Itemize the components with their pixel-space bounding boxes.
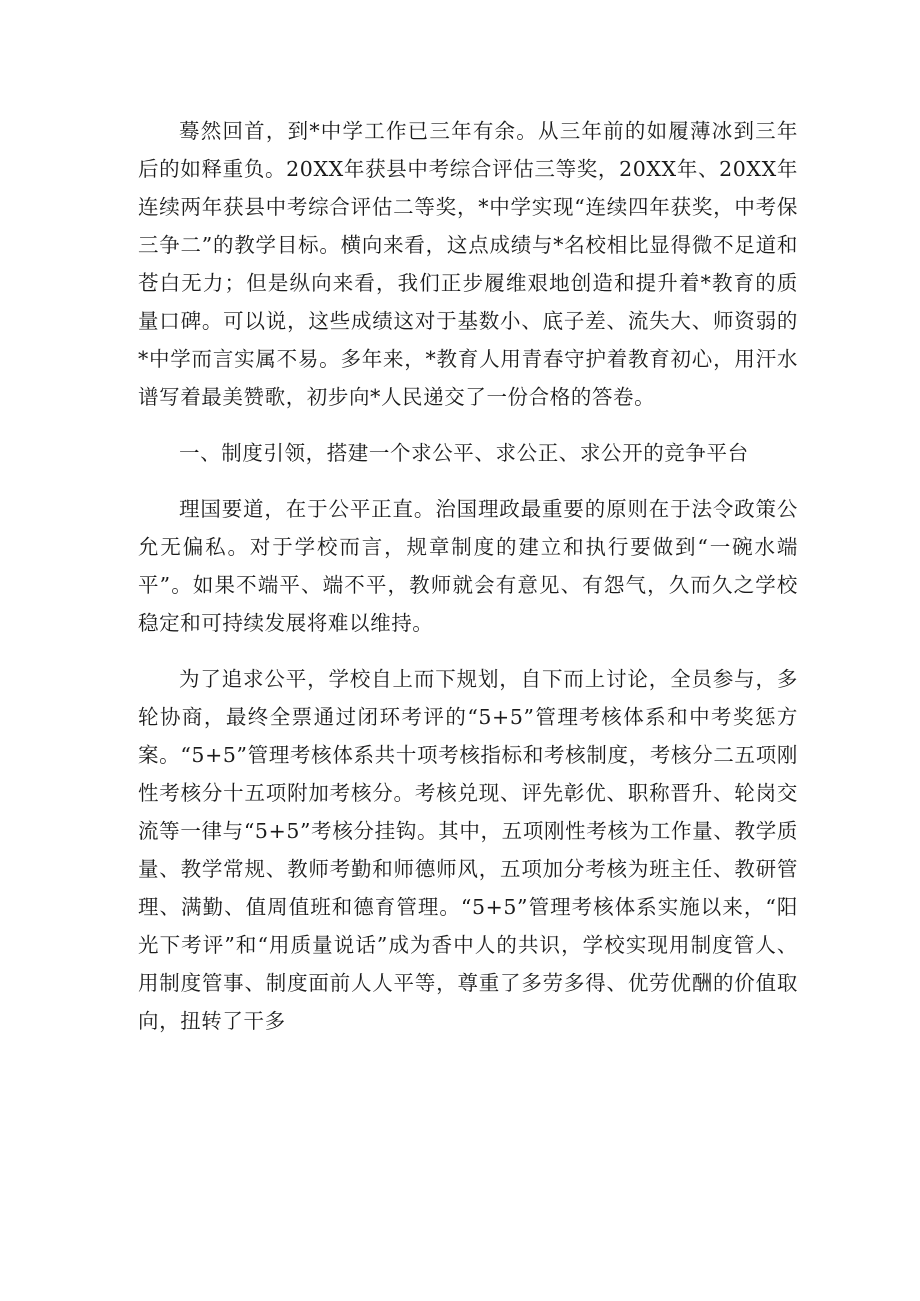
paragraph-assessment-system: 为了追求公平，学校自上而下规划，自下而上讨论，全员参与，多轮协商，最终全票通过闭环考评的“5+5”管理考核体系和中考奖惩方案。“5+5”管理考核体系共十项考核指标和考核制度，考核分二五项刚性考核分十五项附加考核分。考核兑现、评先彰优、职称晋升、轮岗交流等一律与“5+5”考核分挂钩。其中，五项刚性考核为工作量、教学质量、教学常规、教师考勤和师德师风，五项加分考核为班主任、教研管理、满勤、值周值班和德育管理。“5+5”管理考核体系实施以来，“阳光下考评”和“用质量说话”成为香中人的共识，学校实现用制度管人、用制度管事、制度面前人人平等，尊重了多劳多得、优劳优酬的价值取向，扭转了干多 xyxy=(138,667,798,1033)
document-body xyxy=(138,112,798,1040)
paragraph-fairness: 理国要道，在于公平正直。治国理政最重要的原则在于法令政策公允无偏私。对于学校而言，规章制度的建立和执行要做到“一碗水端平”。如果不端平、端不平，教师就会有意见、有怨气，久而久之学校稳定和可持续发展将难以维持。 xyxy=(138,497,798,635)
section-heading-1: 一、制度引领，搭建一个求公平、求公正、求公开的竞争平台 xyxy=(179,441,749,465)
paragraph-intro: 蓦然回首，到*中学工作已三年有余。从三年前的如履薄冰到三年后的如释重负。20XX年获县中考综合评估三等奖，20XX年、20XX年连续两年获县中考综合评估二等奖，*中学实现“连续四年获奖，中考保三争二”的教学目标。横向来看，这点成绩与*名校相比显得微不足道和苍白无力；但是纵向来看，我们正步履维艰地创造和提升着*教育的质量口碑。可以说，这些成绩这对于基数小、底子差、流失大、师资弱的*中学而言实属不易。多年来，*教育人用青春守护着教育初心，用汗水谱写着最美赞歌，初步向*人民递交了一份合格的答卷。 xyxy=(138,119,798,409)
